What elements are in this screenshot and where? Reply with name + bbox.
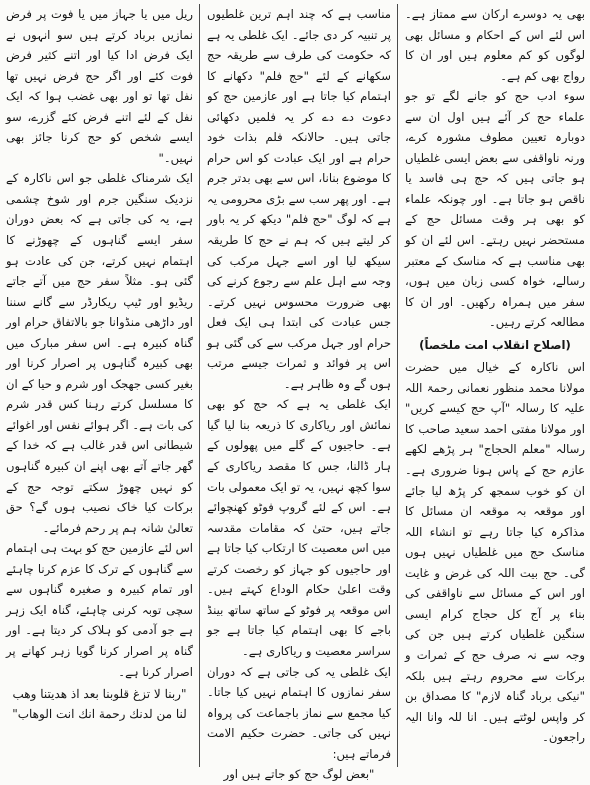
- paragraph: ایک شرمناک غلطی جو اس ناکارہ کے نزدیک سنگین جرم اور شوخ چشمی ہے، یہ کی جاتی ہے کہ بعض دوران سفر ایسے گناہوں کے چھوڑنے کا اہتمام نہیں کرتے، جن کی عادت ہو گئی ہو۔ مثلاً سفر حج میں آتے جاتے ریڈیو اور ٹیپ ریکارڈر سے گانے سننا اور داڑھی منڈوانا جو بالاتفاق حرام اور گناہ کبیرہ ہے۔ اس سفر مبارک میں بھی کبیرہ گناہوں پر اصرار کرنا اور بغیر کسی جھجک اور شرم و حیا کے ان کا مسلسل کرتے رہنا کس قدر شرم کی بات ہے۔ اگر ہوائے نفس اور اغوائے شیطانی اس قدر غالب ہے کہ خدا کے گھر جاتے آتے بھی اپنے ان کبیرہ گناہوں کو نہیں چھوڑ سکتے توجہ حج کے برکات کیا خاک نصیب ہوں گے؟ حق تعالیٰ شانہ ہم پر رحم فرمائے۔: [5, 171, 193, 535]
- quote-start: "بعض لوگ حج کو جاتے ہیں اور: [223, 767, 375, 782]
- column-divider: [397, 4, 398, 767]
- paragraph: ایک غلطی یہ ہے کہ حج کو بھی نمائش اور ریاکاری کا ذریعہ بنا لیا گیا ہے۔ حاجیوں کے گلے میں پھولوں کے ہار ڈالنا، جس کا مقصد ریاکاری کے سوا کچھ نہیں، یہ تو ایک معمولی بات ہے۔ اس کے لئے گروپ فوٹو کھنچوائے جاتے ہیں، حتیٰ کہ مقامات مقدسہ میں اس معصیت کا ارتکاب کیا جاتا ہے اور حاجیوں کو جہاز کو رخصت کرتے وقت اعلیٰ حکام الوداع کہتے ہیں۔ اس موقعہ پر فوٹو کے ساتھ ساتھ بینڈ باجے کا بھی اہتمام کیا جاتا ہے جو سراسر معصیت و ریاکاری ہے۔: [207, 397, 391, 658]
- paragraph: اس لئے عازمین حج کو بہت ہی اہتمام سے گناہوں کے ترک کا عزم کرنا چاہئے اور تمام کبیرہ و صغیرہ گناہوں سے سچی توبہ کرنی چاہئے، گناہ ایک زہر ہے جو آدمی کو ہلاک کر دیتا ہے۔ اور گناہ پر اصرار کرنا گویا زہر کھانے پر اصرار کرنا ہے۔: [6, 541, 193, 679]
- column-middle: [207, 4, 391, 782]
- paragraph: ریل میں یا جہاز میں یا فوت پر فرض نمازیں برباد کرتے ہیں سو انہوں نے ایک فرض ادا کیا اور اتنے کثیر فرض فوت کئے اور اگر حج فرض نہیں تھا نفل تھا تو اور بھی غضب ہوا کہ ایک نفل کے لئے اتنے فرض کئے گزرے، سو ایسے شخص کو حج کرنا جائز بھی نہیں۔": [6, 7, 193, 165]
- source-note: (اصلاح انقلاب امت ملخصاً): [419, 337, 571, 352]
- paragraph: بھی یہ دوسرے ارکان سے ممتاز ہے۔ اس لئے اس کے احکام و مسائل بھی لوگوں کو کم معلوم ہیں اور ان کا رواج بھی کم ہے۔: [405, 7, 585, 83]
- column-divider: [199, 4, 200, 767]
- paragraph: ایک غلطی یہ کی جاتی ہے کہ دوران سفر نمازوں کا اہتمام نہیں کیا جاتا۔ کیا مجمع سے نماز باجماعت کی پرواہ نہیں کی جاتی۔ حضرت حکیم الامت فرماتے ہیں:: [207, 664, 391, 761]
- column-left: [6, 4, 193, 765]
- paragraph: اس ناکارہ کے خیال میں حضرت مولانا محمد منظور نعمانی رحمۃ اللہ علیہ کا رسالہ "آپ حج کیسے کریں" اور مولانا مفتی احمد سعید صاحب کا رسالہ "معلم الحجاج" ہر پڑھے لکھے عازم حج کے پاس ہونا ضروری ہے۔ ان کو خوب سمجھ کر پڑھ لیا جائے اور موقعہ بہ موقعہ ان مسائل کا مذاکرہ کیا جاتا رہے تو انشاء اللہ مناسک حج میں غلطیاں نہیں ہوں گی۔ حج بیت اللہ کی غرض و غایت اور اس کے مسائل سے ناواقفی کی بناء پر آج کل حجاج کرام ایسی سنگین غلطیاں کرتے ہیں جن کی وجہ سے نہ صرف حج کے ثمرات و برکات سے محروم رہتے ہیں بلکہ "نیکی برباد گناہ لازم" کا مصداق بن کر واپس لوٹتے ہیں۔ انا للہ وانا الیہ راجعون۔: [405, 360, 585, 745]
- column-right: [405, 4, 585, 765]
- paragraph: مناسب ہے کہ چند اہم ترین غلطیوں پر تنبیہ کر دی جائے۔ ایک غلطی یہ ہے کہ حکومت کی طرف سے طریقہ حج سکھانے کے لئے "حج فلم" دکھانے کا اہتمام کیا جاتا ہے اور عازمین حج کو دعوت دے دے کر یہ فلمیں دکھائی جاتی ہیں۔ حالانکہ فلم بذات خود حرام ہے اور ایک عبادت کو اس حرام کا موضوع بنانا، اس سے بھی بدتر جرم ہے۔ اور پھر سب سے بڑی محرومی یہ ہے کہ لوگ "حج فلم" دیکھ کر یہ باور کر لیتے ہیں کہ ہم نے حج کا طریقہ سیکھ لیا اور اسے جہل مرکب کی وجہ سے اہل علم سے رجوع کرنے کی بھی ضرورت محسوس نہیں کرتے۔ جس عبادت کی ابتدا ہی ایک فعل حرام اور جہل مرکب سے کی گئی ہو اس پر فوائد و ثمرات جیسے مرتب ہوں گے وہ ظاہر ہے۔: [207, 7, 391, 391]
- arabic-prayer: "ربنا لا تزغ قلوبنا بعد اذ هديتنا وهب لنا من لدنك رحمة انك انت الوهاب": [12, 687, 187, 722]
- paragraph: سوء ادب حج کو جانے لگے تو جو علماء حج کر آئے ہیں اول ان سے دوبارہ تعیین مطوف مشورہ کرے، ورنہ ناواقفی سے بعض ایسی غلطیاں ہو جاتی ہیں کہ حج ہی فاسد یا ناقص ہو جاتا ہے۔ اور چونکہ علماء کو بھی ہر وقت مسائل حج کے مستحضر نہیں رہتے۔ اس لئے ان کو بھی مناسب ہے کہ مناسک کے معتبر رسالے، خواہ کسی زبان میں ہوں، سفر میں ہمراہ رکھیں۔ اور ان کا مطالعہ کرتے رہیں۔: [405, 89, 585, 330]
